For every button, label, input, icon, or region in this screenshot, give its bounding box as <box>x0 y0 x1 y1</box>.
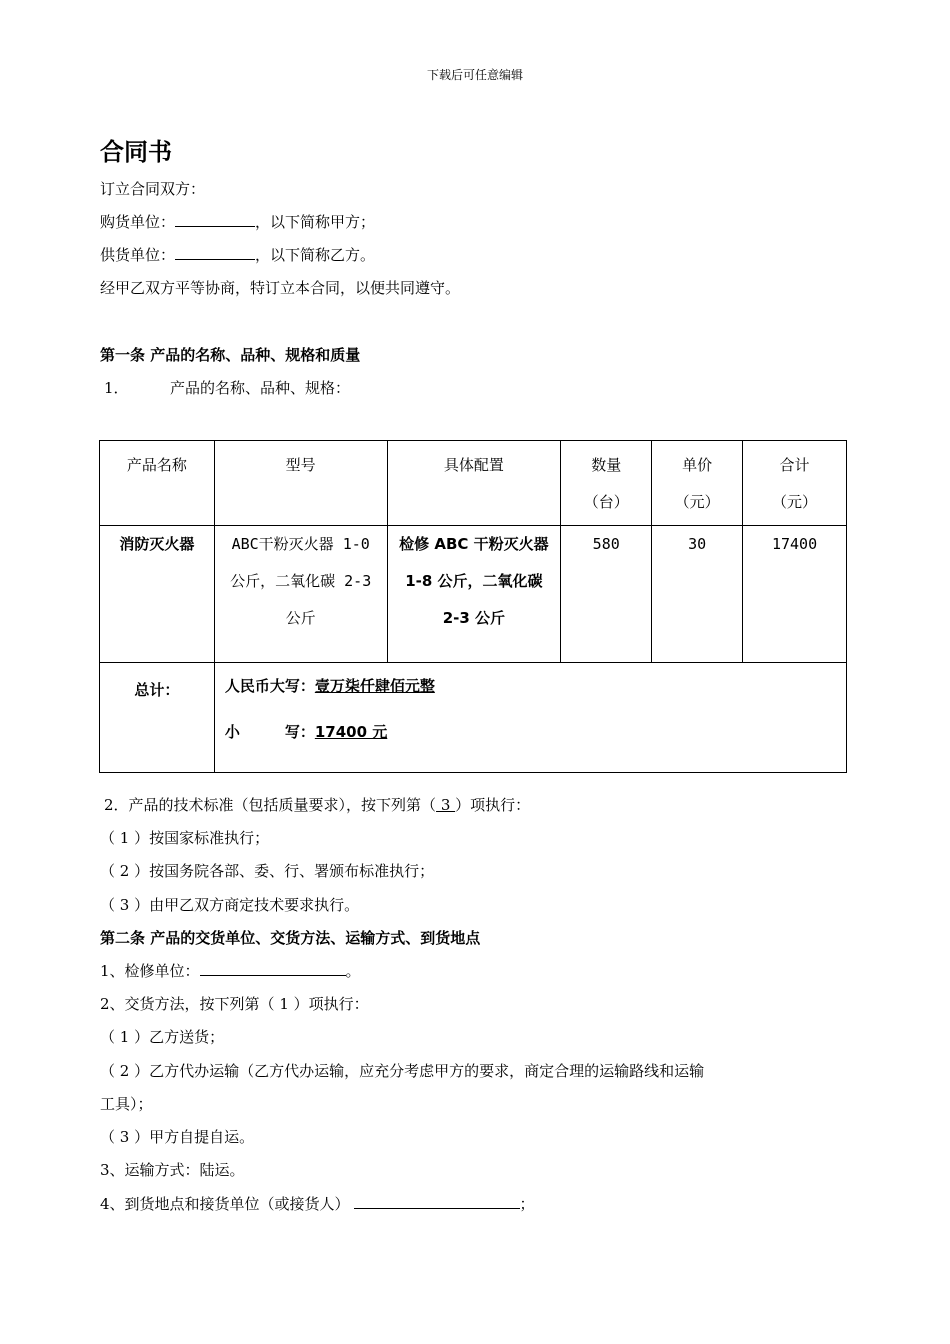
cell-product-name: 消防灭火器 <box>100 526 215 663</box>
document-title: 合同书 <box>100 138 172 166</box>
col-header-name: 产品名称 <box>100 441 215 526</box>
total-upper-label: 人民币大写： <box>224 677 315 695</box>
config-line: 检修 ABC 干粉灭火器 <box>399 535 549 553</box>
total-lower-line <box>225 709 846 755</box>
quantity-header-label: 数量 <box>591 456 622 474</box>
item1-text: 产品的名称、品种、规格： <box>170 379 351 397</box>
total-label: 总计： <box>100 663 215 773</box>
total-upper-line <box>225 663 846 709</box>
destination-suffix: ； <box>519 1195 535 1213</box>
item1-number: 1． <box>104 379 129 397</box>
total-header-unit: （元） <box>772 493 818 511</box>
total-amount-cell <box>214 663 846 773</box>
total-lower-value: 17400 元 <box>314 723 388 741</box>
repair-unit-blank <box>200 961 346 976</box>
article1-heading: 第一条 产品的名称、品种、规格和质量 <box>100 346 361 364</box>
col-header-config: 具体配置 <box>387 441 561 526</box>
delivery-method-line: 2、交货方法，按下列第（ 1 ）项执行： <box>100 995 369 1013</box>
total-upper-value: 壹万柒仟肆佰元整 <box>314 677 435 695</box>
item2-text: 2．产品的技术标准（包括质量要求），按下列第（ <box>104 796 437 814</box>
transport-method-line: 3、运输方式：陆运。 <box>100 1161 245 1179</box>
buyer-label: 购货单位： <box>100 213 176 231</box>
agreement-statement: 经甲乙双方平等协商，特订立本合同，以便共同遵守。 <box>100 279 461 297</box>
table-header-row <box>100 441 847 526</box>
cell-unit-price: 30 <box>652 526 743 663</box>
table-row <box>100 526 847 663</box>
supplier-label: 供货单位： <box>100 246 176 264</box>
buyer-blank <box>175 212 255 227</box>
model-line: 公斤，二氧化碳 2-3 <box>230 572 372 590</box>
parties-line: 订立合同双方： <box>100 180 206 198</box>
col-header-price <box>652 441 743 526</box>
standard-option-3: （ 3 ）由甲乙双方商定技术要求执行。 <box>100 896 360 914</box>
item2-suffix: ）项执行： <box>455 796 531 814</box>
destination-line <box>100 1193 535 1214</box>
model-line: ABC干粉灭火器 1-0 <box>231 535 370 553</box>
supplier-line <box>100 244 375 265</box>
cell-total: 17400 <box>743 526 847 663</box>
supplier-suffix: ，以下简称乙方。 <box>255 246 376 264</box>
price-header-unit: （元） <box>674 493 720 511</box>
delivery-option-1: （ 1 ）乙方送货； <box>100 1028 225 1046</box>
table-total-row <box>100 663 847 773</box>
col-header-model: 型号 <box>214 441 387 526</box>
total-header-label: 合计 <box>779 456 810 474</box>
delivery-option-2-cont: 工具）； <box>100 1095 153 1113</box>
destination-blank <box>354 1194 520 1209</box>
delivery-option-2: （ 2 ）乙方代办运输（乙方代办运输，应充分考虑甲方的要求，商定合理的运输路线和运输 <box>100 1062 705 1080</box>
cell-quantity: 580 <box>561 526 652 663</box>
product-table <box>99 440 847 773</box>
item2-choice: 3 <box>436 796 456 814</box>
article1-item2 <box>104 794 530 815</box>
supplier-blank <box>175 245 255 260</box>
cell-model <box>214 526 387 663</box>
repair-unit-label: 1、检修单位： <box>100 962 200 980</box>
price-header-label: 单价 <box>682 456 713 474</box>
quantity-header-unit: （台） <box>583 493 629 511</box>
repair-unit-suffix: 。 <box>345 962 361 980</box>
standard-option-2: （ 2 ）按国务院各部、委、行、署颁布标准执行； <box>100 862 435 880</box>
config-line: 1-8 公斤，二氧化碳 <box>405 572 543 590</box>
buyer-suffix: ，以下简称甲方； <box>255 213 376 231</box>
destination-label: 4、到货地点和接货单位（或接货人） <box>100 1195 350 1213</box>
page-header: 下载后可任意编辑 <box>426 68 523 82</box>
col-header-quantity <box>561 441 652 526</box>
cell-config <box>387 526 561 663</box>
config-line: 2-3 公斤 <box>442 609 506 627</box>
article1-item1 <box>100 377 350 398</box>
buyer-line <box>100 211 375 232</box>
col-header-total <box>743 441 847 526</box>
total-lower-label: 小 写： <box>224 723 315 741</box>
article2-heading: 第二条 产品的交货单位、交货方法、运输方式、到货地点 <box>100 929 481 947</box>
standard-option-1: （ 1 ）按国家标准执行； <box>100 829 270 847</box>
repair-unit-line <box>100 960 361 981</box>
model-line: 公斤 <box>285 609 316 627</box>
delivery-option-3: （ 3 ）甲方自提自运。 <box>100 1128 255 1146</box>
